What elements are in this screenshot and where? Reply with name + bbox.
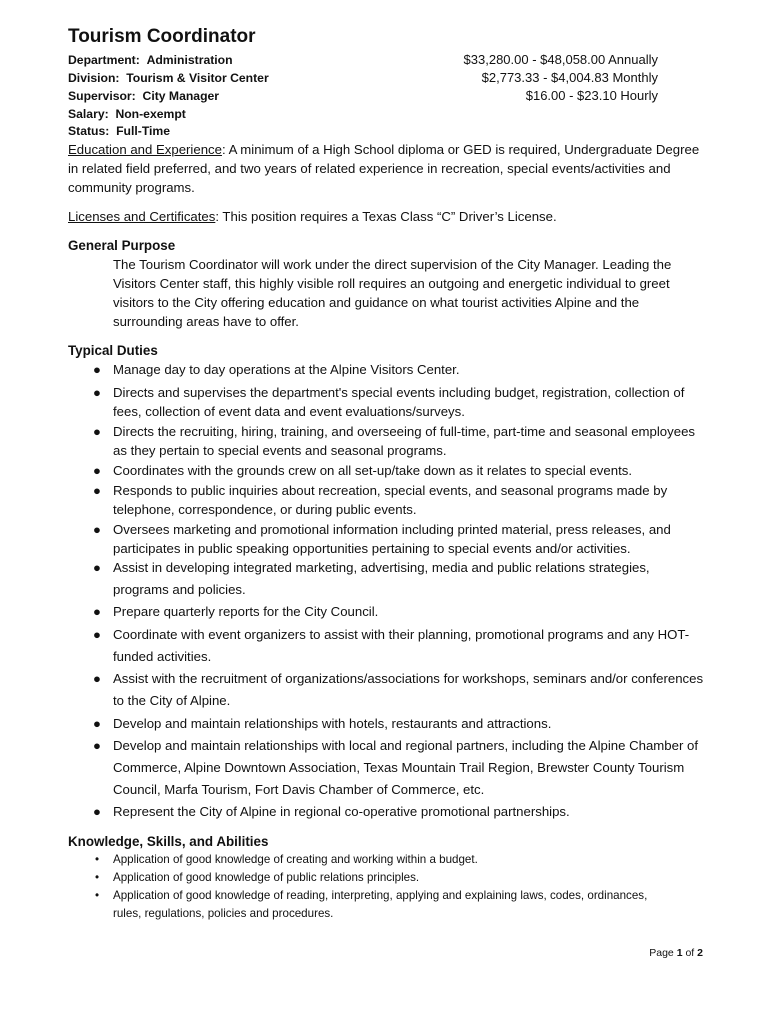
meta-label: Department: <box>68 53 140 67</box>
list-item: ● Oversees marketing and promotional information including printed material, press releases, and participates in public speaking opportunities pertaining to special events and/or activities. <box>113 520 705 558</box>
bullet-icon: ● <box>93 560 101 575</box>
list-item: ● Assist with the recruitment of organizations/associations for workshops, seminars and/or conferences to the City of Alpine. <box>113 668 705 712</box>
bullet-icon: ● <box>93 385 101 400</box>
list-item: ● Develop and maintain relationships with hotels, restaurants and attractions. <box>113 713 705 735</box>
meta-row-division <box>68 69 658 87</box>
education-paragraph <box>68 140 708 197</box>
licenses-paragraph <box>68 207 708 226</box>
education-label: Education and Experience <box>68 142 222 157</box>
meta-row-status <box>68 122 658 140</box>
bullet-icon: ● <box>93 483 101 498</box>
education-text: : A minimum of a High School diploma or GED is required, Undergraduate Degree in related field preferred, and two years of related experience in recreation, special events/activities and community programs. <box>68 142 700 195</box>
meta-row-supervisor <box>68 87 658 105</box>
bullet-icon: • <box>94 889 100 902</box>
list-item: ● Represent the City of Alpine in regional co-operative promotional partnerships. <box>113 801 705 823</box>
bullet-icon: • <box>94 871 100 884</box>
meta-value: Non-exempt <box>115 107 186 121</box>
list-item: ● Coordinate with event organizers to assist with their planning, promotional programs and any HOT-funded activities. <box>113 624 705 668</box>
meta-value: City Manager <box>142 89 220 103</box>
list-item: ● Assist in developing integrated marketing, advertising, media and public relations strategies, programs and policies. <box>113 557 705 601</box>
typical-duties-heading: Typical Duties <box>68 343 158 358</box>
meta-row-department <box>68 51 658 69</box>
meta-label: Salary: <box>68 107 109 121</box>
list-item: • Application of good knowledge of creating and working within a budget. <box>113 851 673 869</box>
pay-hourly: $16.00 - $23.10 Hourly <box>525 88 658 103</box>
bullet-icon: ● <box>93 716 101 731</box>
list-item: • Application of good knowledge of reading, interpreting, applying and explaining laws, codes, ordinances, rules, regulations, policies and procedures. <box>113 887 673 923</box>
bullet-icon: ● <box>93 362 101 377</box>
pay-monthly: $2,773.33 - $4,004.83 Monthly <box>481 70 658 85</box>
bullet-icon: ● <box>93 522 101 537</box>
list-item: ● Coordinates with the grounds crew on all set-up/take down as it relates to special events. <box>113 461 705 480</box>
meta-label: Status: <box>68 124 110 138</box>
bullet-icon: ● <box>93 604 101 619</box>
meta-label: Division: <box>68 71 120 85</box>
bullet-icon: ● <box>93 738 101 753</box>
bullet-icon: ● <box>93 671 101 686</box>
meta-value: Tourism & Visitor Center <box>126 71 269 85</box>
page-title: Tourism Coordinator <box>68 26 256 47</box>
list-item: ● Directs and supervises the department's special events including budget, registration, collection of fees, collection of event data and event evaluations/surveys. <box>113 383 705 421</box>
page-total: 2 <box>697 947 703 959</box>
pay-annual: $33,280.00 - $48,058.00 Annually <box>463 52 658 67</box>
meta-value: Full-Time <box>116 124 171 138</box>
list-item: ● Responds to public inquiries about recreation, special events, and seasonal programs made by telephone, correspondence, or during public events. <box>113 481 705 519</box>
bullet-icon: • <box>94 853 100 866</box>
bullet-icon: ● <box>93 804 101 819</box>
list-item: ● Manage day to day operations at the Alpine Visitors Center. <box>113 360 705 379</box>
bullet-icon: ● <box>93 424 101 439</box>
general-purpose-heading: General Purpose <box>68 238 176 253</box>
licenses-text: : This position requires a Texas Class “C” Driver’s License. <box>215 209 557 224</box>
meta-value: Administration <box>146 53 233 67</box>
general-purpose-text: The Tourism Coordinator will work under the direct supervision of the City Manager. Leading the Visitors Center staff, this highly visible roll requires an outgoing and energetic individual to greet visitors to the City offering education and guidance on what tourist activities Alpine and the surrounding areas have to offer. <box>113 257 672 329</box>
list-item: ● Prepare quarterly reports for the City Council. <box>113 601 705 623</box>
bullet-icon: ● <box>93 463 101 478</box>
meta-row-salary <box>68 105 658 123</box>
of-word: of <box>685 947 695 959</box>
list-item: ● Directs the recruiting, hiring, training, and overseeing of full-time, part-time and seasonal employees as they pertain to special events and seasonal programs. <box>113 422 705 460</box>
licenses-label: Licenses and Certificates <box>68 209 216 224</box>
meta-label: Supervisor: <box>68 89 136 103</box>
list-item: ● Develop and maintain relationships with local and regional partners, including the Alpine Chamber of Commerce, Alpine Downtown Association, Texas Mountain Trail Region, Brewster County Tourism Council, Marfa Tourism, Fort Davis Chamber of Commerce, etc. <box>113 735 705 801</box>
list-item: • Application of good knowledge of public relations principles. <box>113 869 673 887</box>
page-word: Page <box>649 947 674 959</box>
page-number <box>649 945 703 961</box>
bullet-icon: ● <box>93 627 101 642</box>
page-current: 1 <box>676 947 683 959</box>
ksa-heading: Knowledge, Skills, and Abilities <box>68 834 269 849</box>
